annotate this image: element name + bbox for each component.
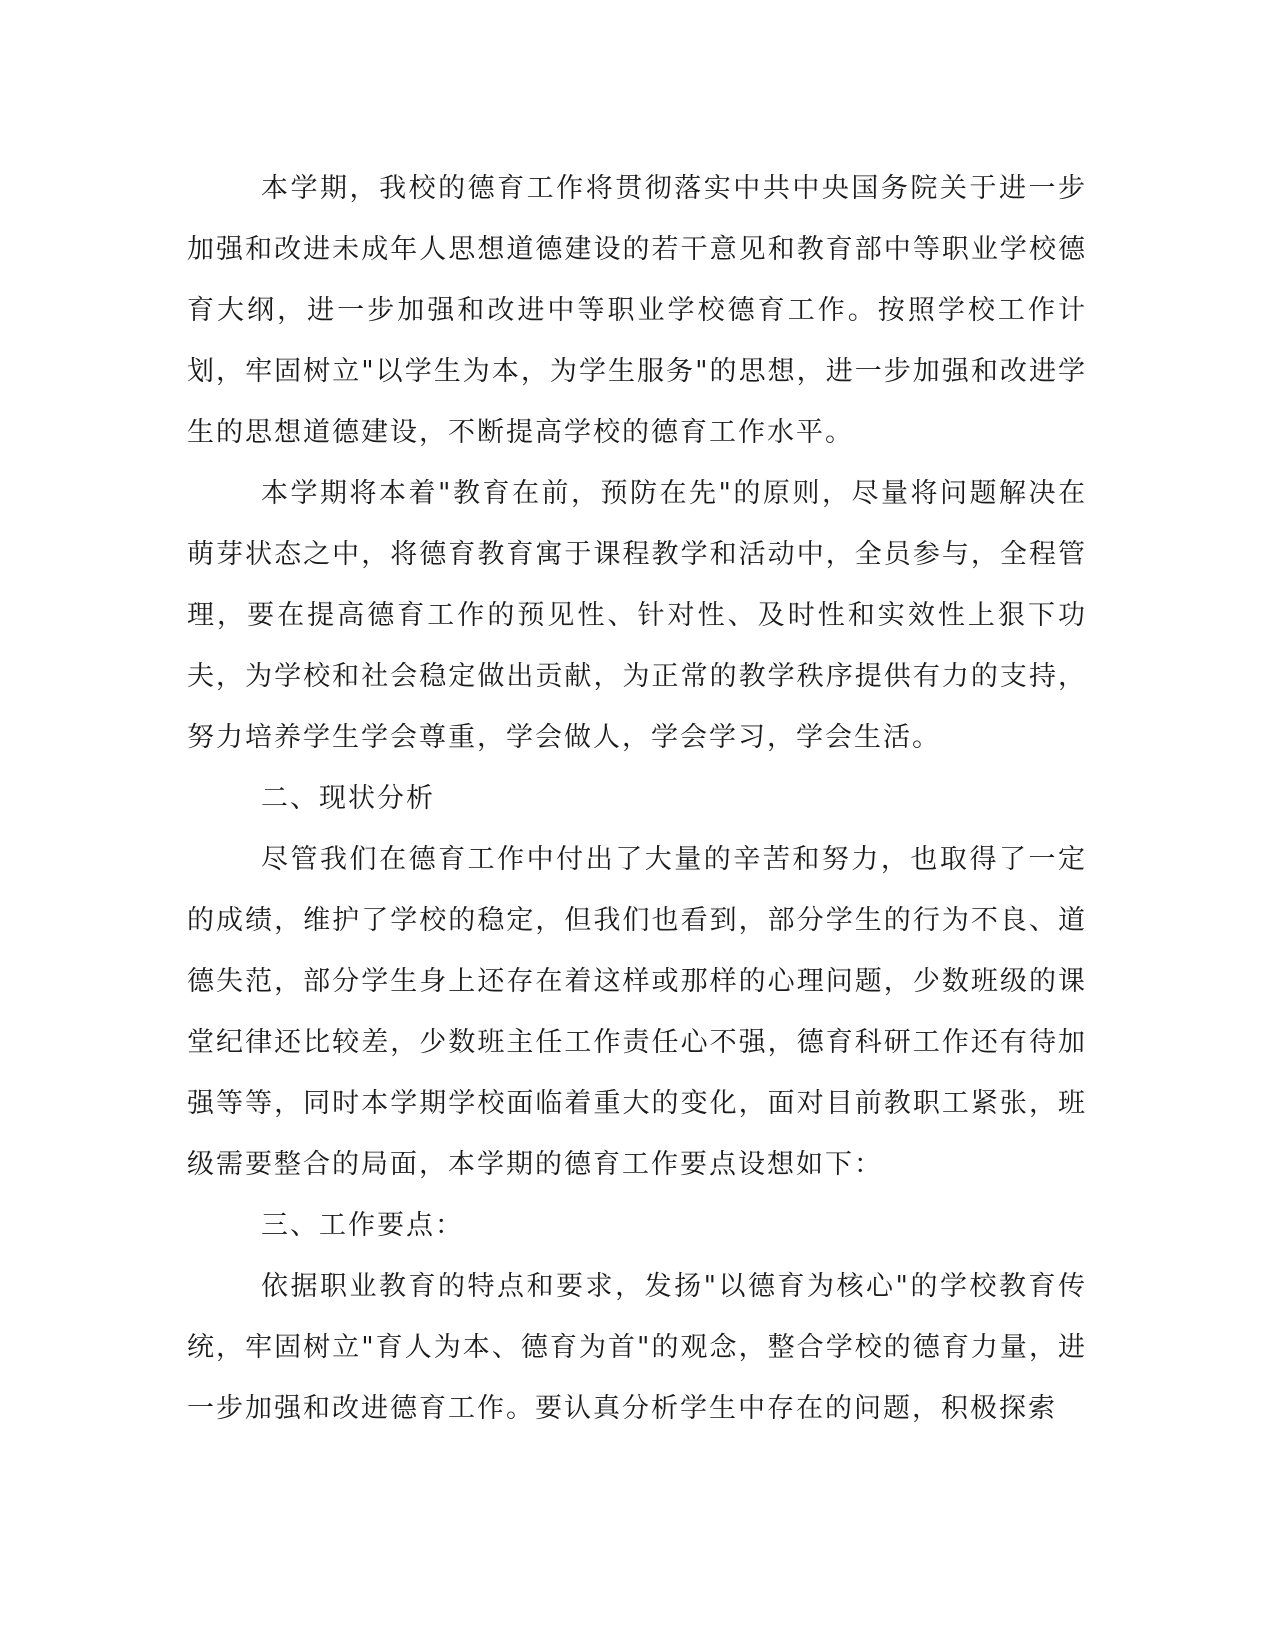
section-heading-work-points: 三、工作要点： (261, 1210, 464, 1241)
section-heading-status-analysis: 二、现状分析 (261, 783, 435, 814)
paragraph-work-points: 依据职业教育的特点和要求，发扬"以德育为核心"的学校教育传统，牢固树立"育人为本、德育为首"的观念，整合学校的德育力量，进一步加强和改进德育工作。要认真分析学生中存在的问题，积极探索 (187, 1271, 1087, 1424)
paragraph-principle: 本学期将本着"教育在前，预防在先"的原则，尽量将问题解决在萌芽状态之中，将德育教育寓于课程教学和活动中，全员参与，全程管理，要在提高德育工作的预见性、针对性、及时性和实效性上狠下功夫，为学校和社会稳定做出贡献，为正常的教学秩序提供有力的支持，努力培养学生学会尊重，学会做人，学会学习，学会生活。 (187, 478, 1087, 753)
document-body (187, 158, 1087, 1439)
paragraph-intro: 本学期，我校的德育工作将贯彻落实中共中央国务院关于进一步加强和改进未成年人思想道德建设的若干意见和教育部中等职业学校德育大纲，进一步加强和改进中等职业学校德育工作。按照学校工作计划，牢固树立"以学生为本，为学生服务"的思想，进一步加强和改进学生的思想道德建设，不断提高学校的德育工作水平。 (187, 173, 1087, 448)
paragraph-status-analysis: 尽管我们在德育工作中付出了大量的辛苦和努力，也取得了一定的成绩，维护了学校的稳定，但我们也看到，部分学生的行为不良、道德失范，部分学生身上还存在着这样或那样的心理问题，少数班级的课堂纪律还比较差，少数班主任工作责任心不强，德育科研工作还有待加强等等，同时本学期学校面临着重大的变化，面对目前教职工紧张，班级需要整合的局面，本学期的德育工作要点设想如下： (187, 844, 1087, 1180)
